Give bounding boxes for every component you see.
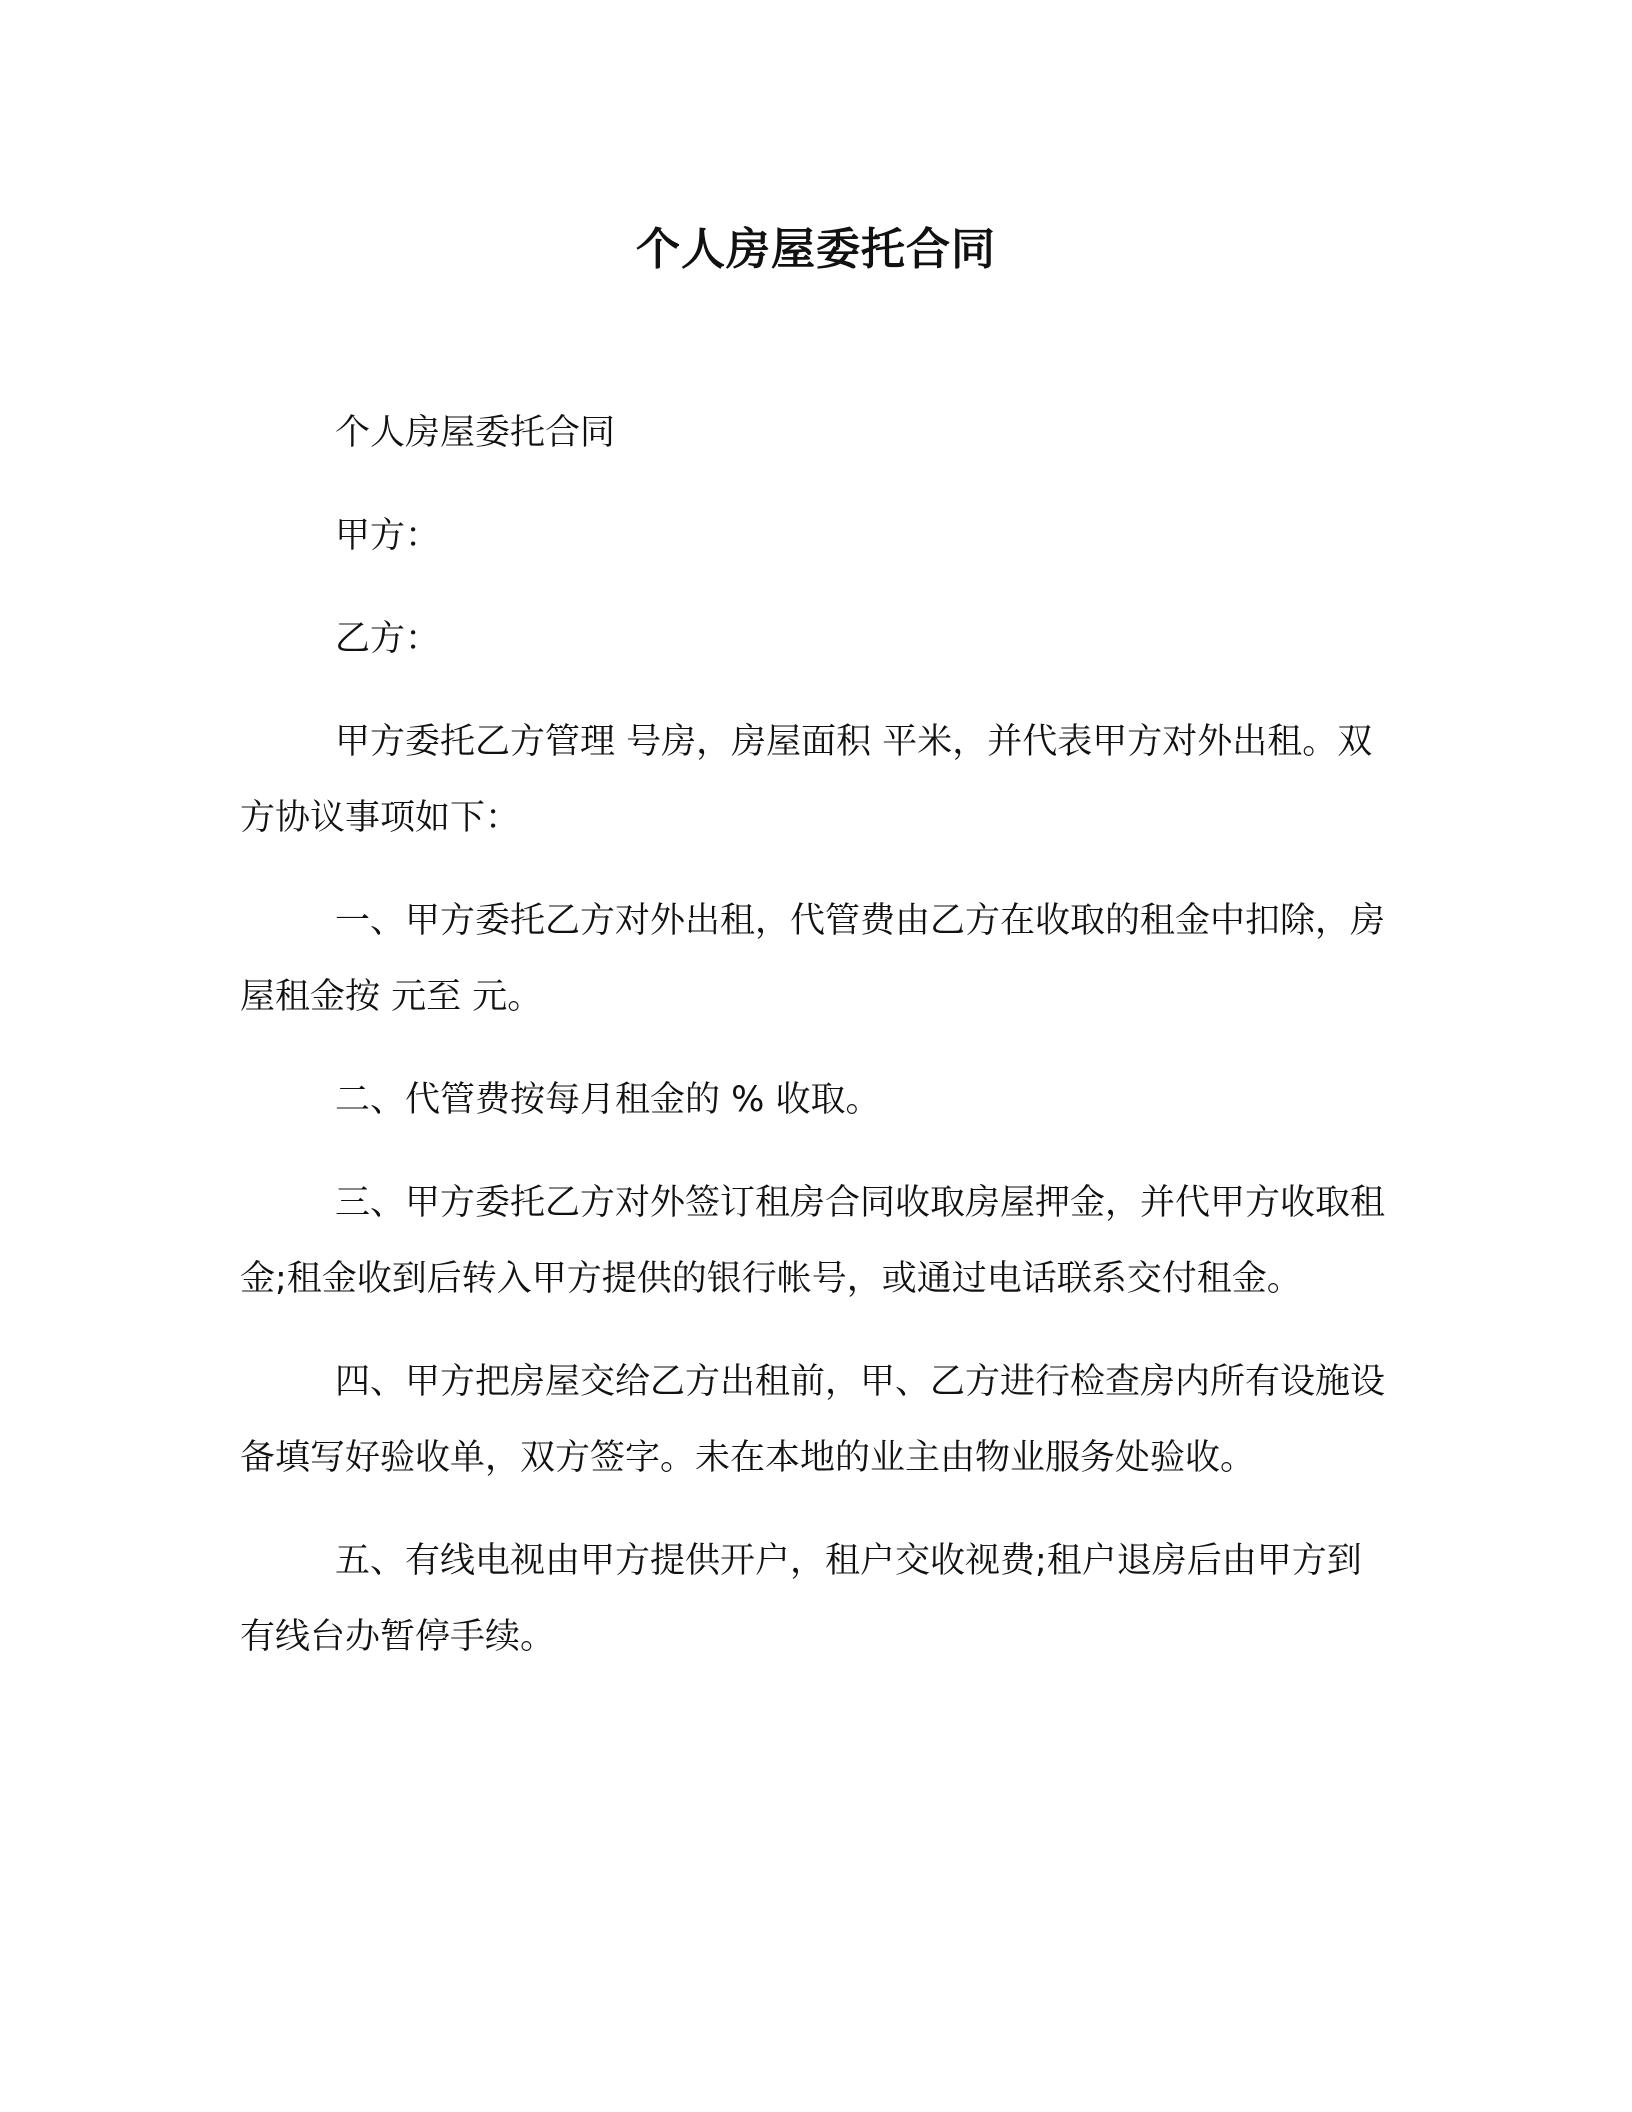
paragraph-intro: 甲方委托乙方管理 号房，房屋面积 平米，并代表甲方对外出租。双方协议事项如下： [240,722,1373,838]
document-body [240,395,1390,1702]
paragraph-party-b: 乙方： [335,619,441,659]
paragraph-clause-5: 五、有线电视由甲方提供开户，租户交收视费;租户退房后由甲方到有线台办暂停手续。 [240,1541,1362,1657]
paragraph-party-a: 甲方： [335,516,441,556]
paragraph-clause-4: 四、甲方把房屋交给乙方出租前，甲、乙方进行检查房内所有设施设备填写好验收单，双方签字。未在本地的业主由物业服务处验收。 [240,1362,1386,1478]
paragraph-clause-3: 三、甲方委托乙方对外签订租房合同收取房屋押金，并代甲方收取租金;租金收到后转入甲方提供的银行帐号，或通过电话联系交付租金。 [240,1183,1386,1299]
paragraph-clause-1: 一、甲方委托乙方对外出租，代管费由乙方在收取的租金中扣除，房屋租金按 元至 元。 [240,901,1386,1017]
paragraph-clause-2: 二、代管费按每月租金的 % 收取。 [335,1080,881,1120]
document-title: 个人房屋委托合同 [636,224,996,275]
paragraph-subtitle: 个人房屋委托合同 [335,413,616,453]
